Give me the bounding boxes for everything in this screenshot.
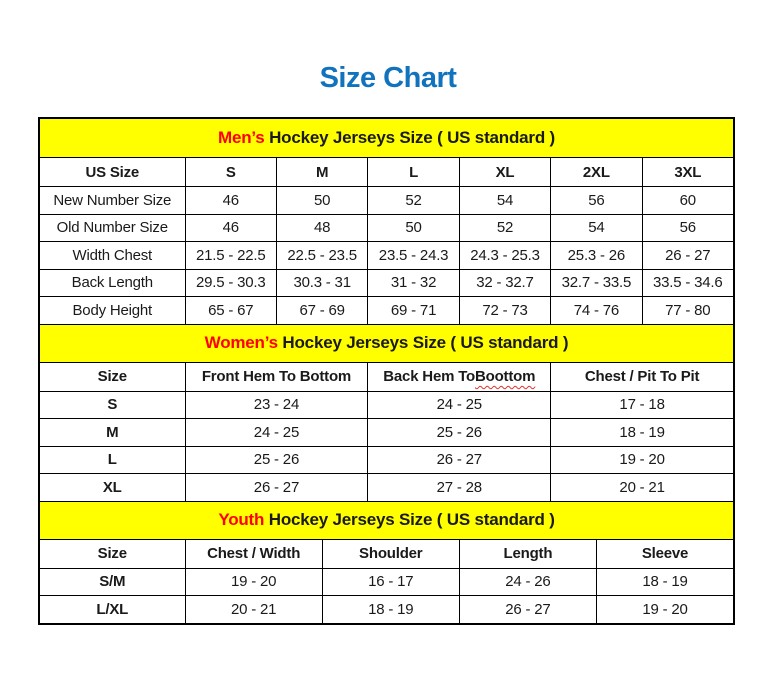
size-value-cell: 31 - 32: [367, 270, 458, 297]
row-label: Back Length: [71, 274, 153, 292]
size-value-cell: 52: [459, 215, 550, 242]
row-label: M: [106, 423, 119, 441]
size-value-cell: 56: [550, 187, 641, 214]
size-value-cell: 22.5 - 23.5: [276, 242, 367, 269]
column-header: 3XL: [642, 158, 733, 186]
table-row: [40, 296, 733, 324]
banner-rest-text: Hockey Jerseys Size ( US standard ): [277, 333, 569, 352]
size-value-cell: 20 - 21: [185, 596, 322, 623]
column-header-row: [40, 539, 733, 568]
misspelled-word: Boottom: [475, 368, 536, 385]
row-label: Width Chest: [72, 246, 153, 264]
size-value-cell: 50: [367, 215, 458, 242]
page: [0, 62, 776, 692]
column-header: [367, 363, 550, 391]
size-value-cell: 24 - 25: [367, 392, 550, 419]
size-value-cell: 26 - 27: [642, 242, 733, 269]
size-value-cell: 21.5 - 22.5: [185, 242, 276, 269]
size-value-cell: 48: [276, 215, 367, 242]
size-value-cell: 32 - 32.7: [459, 270, 550, 297]
column-header: Size: [97, 368, 127, 385]
size-value-cell: 23 - 24: [185, 392, 368, 419]
size-value-cell: 33.5 - 34.6: [642, 270, 733, 297]
size-value-cell: 46: [185, 215, 276, 242]
column-header: Length: [459, 540, 596, 568]
size-value-cell: 67 - 69: [276, 297, 367, 324]
size-value-cell: 56: [642, 215, 733, 242]
column-header-row: [40, 157, 733, 186]
banner-highlight-text: Men’s: [217, 128, 265, 147]
row-label: L/XL: [96, 600, 129, 618]
banner-highlight-text: Youth: [218, 510, 265, 529]
column-header-text: Back Hem To: [383, 368, 475, 385]
size-value-cell: 54: [550, 215, 641, 242]
column-header-row: [40, 362, 733, 391]
page-title: Size Chart: [319, 62, 457, 94]
size-value-cell: 26 - 27: [367, 447, 550, 474]
size-value-cell: 29.5 - 30.3: [185, 270, 276, 297]
size-value-cell: 17 - 18: [550, 392, 733, 419]
size-value-cell: 23.5 - 24.3: [367, 242, 458, 269]
table-row: [40, 418, 733, 446]
size-value-cell: 46: [185, 187, 276, 214]
table-row: [40, 473, 733, 501]
size-value-cell: 20 - 21: [550, 474, 733, 501]
size-value-cell: 27 - 28: [367, 474, 550, 501]
size-value-cell: 26 - 27: [459, 596, 596, 623]
size-value-cell: 24 - 25: [185, 419, 368, 446]
size-value-cell: 25 - 26: [367, 419, 550, 446]
size-value-cell: 19 - 20: [185, 569, 322, 596]
column-header: Front Hem To Bottom: [185, 363, 368, 391]
size-value-cell: 18 - 19: [550, 419, 733, 446]
size-value-cell: 24 - 26: [459, 569, 596, 596]
row-label: Old Number Size: [56, 219, 168, 237]
column-header: Size: [97, 545, 127, 562]
banner-rest-text: Hockey Jerseys Size ( US standard ): [264, 510, 555, 529]
size-value-cell: 30.3 - 31: [276, 270, 367, 297]
size-value-cell: 50: [276, 187, 367, 214]
column-header: S: [185, 158, 276, 186]
section-women: [40, 324, 733, 501]
row-label: Body Height: [72, 301, 153, 319]
table-row: [40, 568, 733, 596]
size-value-cell: 26 - 27: [185, 474, 368, 501]
size-value-cell: 24.3 - 25.3: [459, 242, 550, 269]
table-row: [40, 241, 733, 269]
size-value-cell: 16 - 17: [322, 569, 459, 596]
row-label: L: [107, 451, 117, 469]
size-value-cell: 72 - 73: [459, 297, 550, 324]
banner-highlight-text: Women’s: [204, 333, 278, 352]
section-banner-youth: [40, 501, 733, 539]
table-row: [40, 269, 733, 297]
section-banner-mens: [40, 119, 733, 157]
size-value-cell: 25 - 26: [185, 447, 368, 474]
size-value-cell: 18 - 19: [322, 596, 459, 623]
column-header: Chest / Width: [185, 540, 322, 568]
size-value-cell: 19 - 20: [550, 447, 733, 474]
column-header: L: [367, 158, 458, 186]
section-mens: [40, 119, 733, 324]
size-value-cell: 60: [642, 187, 733, 214]
size-value-cell: 32.7 - 33.5: [550, 270, 641, 297]
size-value-cell: 19 - 20: [596, 596, 733, 623]
row-label: XL: [102, 478, 122, 496]
column-header: M: [276, 158, 367, 186]
column-header: Shoulder: [322, 540, 459, 568]
column-header: US Size: [85, 163, 140, 181]
table-row: [40, 446, 733, 474]
section-banner-women: [40, 324, 733, 362]
size-value-cell: 52: [367, 187, 458, 214]
table-row: [40, 186, 733, 214]
size-chart-table: [38, 117, 735, 625]
row-label: S: [107, 396, 118, 414]
column-header: Chest / Pit To Pit: [550, 363, 733, 391]
column-header: 2XL: [550, 158, 641, 186]
size-value-cell: 65 - 67: [185, 297, 276, 324]
table-row: [40, 595, 733, 623]
table-row: [40, 214, 733, 242]
row-label: New Number Size: [53, 191, 172, 209]
column-header: XL: [459, 158, 550, 186]
section-youth: [40, 501, 733, 623]
size-value-cell: 18 - 19: [596, 569, 733, 596]
column-header: Sleeve: [596, 540, 733, 568]
table-row: [40, 391, 733, 419]
size-value-cell: 77 - 80: [642, 297, 733, 324]
banner-rest-text: Hockey Jerseys Size ( US standard ): [264, 128, 555, 147]
size-value-cell: 54: [459, 187, 550, 214]
size-value-cell: 25.3 - 26: [550, 242, 641, 269]
row-label: S/M: [99, 573, 126, 591]
size-value-cell: 74 - 76: [550, 297, 641, 324]
size-value-cell: 69 - 71: [367, 297, 458, 324]
